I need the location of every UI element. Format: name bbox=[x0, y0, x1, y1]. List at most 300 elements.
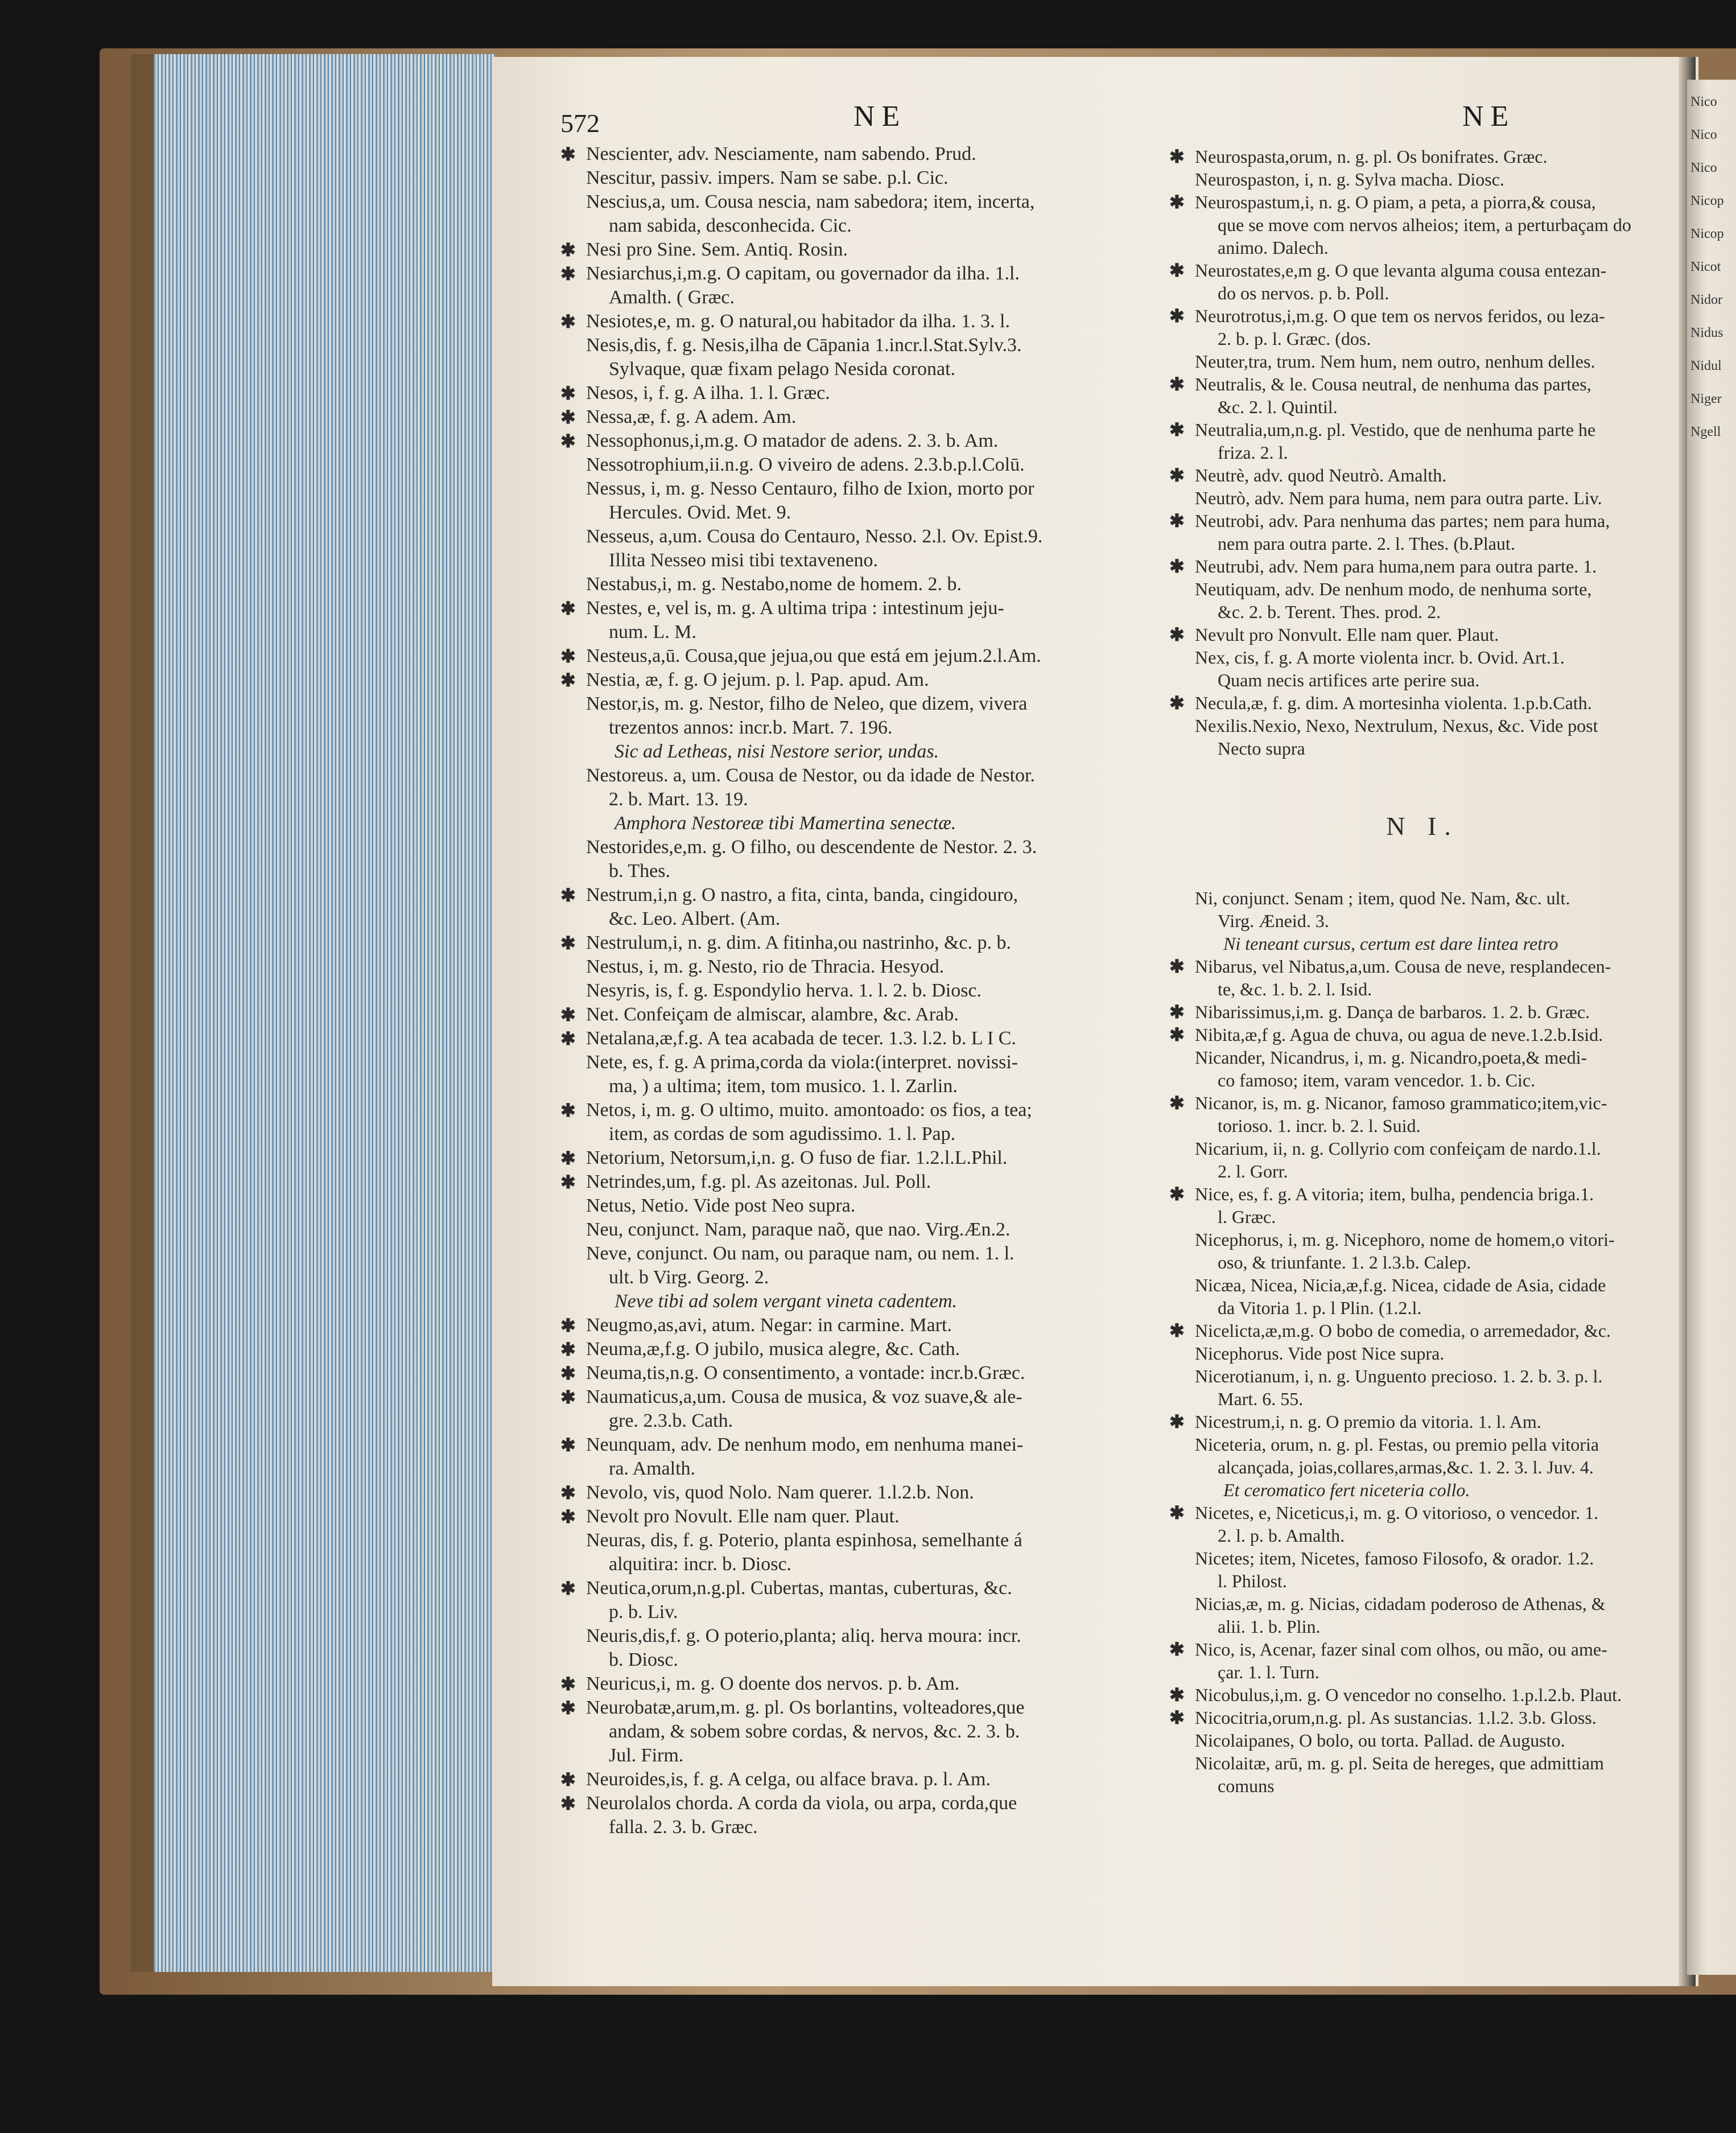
entry-line: Neuroides,is, f. g. A celga, ou alface brava. p. l. Am. bbox=[586, 1769, 991, 1790]
entry-line: Nico, is, Acenar, fazer sinal com olhos, ou mão, ou ame- bbox=[1195, 1639, 1607, 1660]
dictionary-entry bbox=[1169, 1000, 1676, 1023]
asterisk-icon: ✱ bbox=[560, 431, 576, 451]
entry-line: Niceteria, orum, n. g. pl. Festas, ou premio pella vitoria bbox=[1195, 1434, 1599, 1455]
asterisk-icon: ✱ bbox=[1169, 1502, 1185, 1523]
asterisk-icon: ✱ bbox=[560, 311, 576, 332]
asterisk-icon: ✱ bbox=[560, 1793, 576, 1814]
dictionary-entry bbox=[1169, 145, 1676, 168]
entry-line: 2. l. Gorr. bbox=[1218, 1161, 1288, 1181]
entry-line: Amphora Nestoreæ tibi Mamertina senectæ. bbox=[615, 813, 956, 834]
asterisk-icon: ✱ bbox=[560, 1769, 576, 1790]
asterisk-icon: ✱ bbox=[1169, 1685, 1185, 1705]
asterisk-icon: ✱ bbox=[560, 383, 576, 403]
asterisk-icon: ✱ bbox=[560, 1506, 576, 1527]
dictionary-entry bbox=[560, 405, 1164, 429]
entry-line: Nescitur, passiv. impers. Nam se sabe. p.l. Cic. bbox=[586, 167, 949, 188]
dictionary-entry bbox=[1169, 1228, 1676, 1274]
entry-line: Neunquam, adv. De nenhum modo, em nenhuma manei- bbox=[586, 1434, 1024, 1455]
entry-line: Nicolaipanes, O bolo, ou torta. Pallad. de Augusto. bbox=[1195, 1730, 1565, 1751]
dictionary-entry bbox=[1169, 373, 1676, 418]
dictionary-entry bbox=[1169, 1592, 1676, 1638]
entry-line: Ni teneant cursus, certum est dare lintea retro bbox=[1223, 933, 1558, 954]
entry-line: 2. l. p. b. Amalth. bbox=[1218, 1525, 1345, 1546]
dictionary-entry bbox=[1169, 168, 1676, 191]
dictionary-entry bbox=[560, 1337, 1164, 1361]
dictionary-entry bbox=[560, 1290, 1164, 1313]
entry-line: Nibarissimus,i,m. g. Dança de barbaros. 1. 2. b. Græc. bbox=[1195, 1002, 1590, 1022]
next-page-fragment: Nidor bbox=[1690, 293, 1722, 307]
dictionary-entry bbox=[560, 931, 1164, 955]
dictionary-entry bbox=[560, 1672, 1164, 1696]
entry-line: ra. Amalth. bbox=[609, 1458, 696, 1479]
next-page-fragment: Nidul bbox=[1690, 359, 1722, 373]
entry-line: alii. 1. b. Plin. bbox=[1218, 1616, 1321, 1637]
dictionary-entry bbox=[1169, 1046, 1676, 1092]
entry-line: Nesi pro Sine. Sem. Antiq. Rosin. bbox=[586, 239, 848, 260]
dictionary-entry bbox=[560, 955, 1164, 979]
dictionary-entry bbox=[1169, 1683, 1676, 1706]
dictionary-entry bbox=[1169, 714, 1676, 760]
entry-line: Nex, cis, f. g. A morte violenta incr. b. Ovid. Art.1. bbox=[1195, 647, 1565, 668]
entry-line: Nibarus, vel Nibatus,a,um. Cousa de neve, resplandecen- bbox=[1195, 956, 1611, 977]
asterisk-icon: ✱ bbox=[560, 1387, 576, 1407]
asterisk-icon: ✱ bbox=[1169, 374, 1185, 394]
next-page-fragment: Niger bbox=[1690, 392, 1722, 406]
entry-line: Neutrè, adv. quod Neutrò. Amalth. bbox=[1195, 465, 1447, 485]
entry-line: do os nervos. p. b. Poll. bbox=[1218, 283, 1389, 303]
entry-line: b. Thes. bbox=[609, 860, 670, 882]
entry-line: torioso. 1. incr. b. 2. l. Suid. bbox=[1218, 1115, 1421, 1136]
entry-line: Neutrò, adv. Nem para huma, nem para outra parte. Liv. bbox=[1195, 488, 1602, 508]
entry-line: Nicocitria,orum,n.g. pl. As sustancias. 1.l.2. 3.b. Gloss. bbox=[1195, 1707, 1597, 1728]
next-page-sliver bbox=[1687, 80, 1736, 1975]
entry-line: num. L. M. bbox=[609, 621, 696, 643]
entry-line: da Vitoria 1. p. l Plin. (1.2.l. bbox=[1218, 1298, 1422, 1318]
asterisk-icon: ✱ bbox=[560, 1100, 576, 1121]
entry-line: Nessa,æ, f. g. A adem. Am. bbox=[586, 406, 797, 427]
asterisk-icon: ✱ bbox=[560, 263, 576, 284]
dictionary-entry bbox=[1169, 1365, 1676, 1410]
entry-line: 2. b. p. l. Græc. (dos. bbox=[1218, 328, 1371, 349]
entry-line: Neutrubi, adv. Nem para huma,nem para outra parte. 1. bbox=[1195, 556, 1597, 577]
entry-line: &c. 2. b. Terent. Thes. prod. 2. bbox=[1218, 602, 1441, 622]
dictionary-entry bbox=[1169, 555, 1676, 578]
dictionary-entry bbox=[560, 1505, 1164, 1529]
asterisk-icon: ✱ bbox=[1169, 693, 1185, 713]
entry-line: Nestus, i, m. g. Nesto, rio de Thracia. Hesyod. bbox=[586, 956, 945, 977]
entry-line: Quam necis artifices arte perire sua. bbox=[1218, 670, 1480, 690]
dictionary-entry bbox=[560, 1481, 1164, 1505]
entry-line: Nessus, i, m. g. Nesso Centauro, filho de Ixion, morto por bbox=[586, 478, 1034, 499]
dictionary-entry bbox=[560, 1003, 1164, 1027]
dictionary-entry bbox=[1169, 955, 1676, 1000]
entry-line: Sic ad Letheas, nisi Nestore serior, undas. bbox=[615, 741, 939, 762]
asterisk-icon: ✱ bbox=[560, 1435, 576, 1455]
dictionary-entry bbox=[560, 1313, 1164, 1337]
dictionary-entry bbox=[560, 238, 1164, 262]
asterisk-icon: ✱ bbox=[560, 1578, 576, 1599]
entry-line: b. Diosc. bbox=[609, 1649, 678, 1670]
entry-line: Neutralia,um,n.g. pl. Vestido, que de nenhuma parte he bbox=[1195, 419, 1596, 440]
entry-line: Virg. Æneid. 3. bbox=[1218, 911, 1329, 931]
dictionary-entry bbox=[560, 1385, 1164, 1433]
entry-line: Nice, es, f. g. A vitoria; item, bulha, pendencia briga.1. bbox=[1195, 1184, 1594, 1204]
dictionary-entry bbox=[1169, 487, 1676, 509]
dictionary-entry bbox=[1169, 259, 1676, 304]
dictionary-entry bbox=[560, 190, 1164, 238]
entry-line: que se move com nervos alheios; item, a perturbaçam do bbox=[1218, 215, 1631, 235]
dictionary-entry bbox=[1169, 623, 1676, 646]
dictionary-entry bbox=[1169, 509, 1676, 555]
entry-line: oso, & triunfante. 1. 2 l.3.b. Calep. bbox=[1218, 1252, 1471, 1273]
entry-line: Neutralis, & le. Cousa neutral, de nenhuma das partes, bbox=[1195, 374, 1591, 394]
asterisk-icon: ✱ bbox=[1169, 1411, 1185, 1432]
entry-line: Et ceromatico fert niceteria collo. bbox=[1223, 1480, 1470, 1500]
entry-line: Neve, conjunct. Ou nam, ou paraque nam, ou nem. 1. l. bbox=[586, 1243, 1015, 1264]
entry-line: Nicolaitæ, arū, m. g. pl. Seita de hereges, que admittiam bbox=[1195, 1753, 1604, 1773]
entry-line: Neu, conjunct. Nam, paraque naõ, que nao. Virg.Æn.2. bbox=[586, 1219, 1011, 1240]
asterisk-icon: ✱ bbox=[1169, 1707, 1185, 1728]
entry-line: Nevolo, vis, quod Nolo. Nam querer. 1.l.2.b. Non. bbox=[586, 1482, 974, 1503]
entry-line: Nescienter, adv. Nesciamente, nam sabendo. Prud. bbox=[586, 143, 976, 164]
entry-line: Hercules. Ovid. Met. 9. bbox=[609, 502, 791, 523]
entry-line: Nestes, e, vel is, m. g. A ultima tripa : intestinum jeju- bbox=[586, 598, 1004, 619]
entry-line: Neve tibi ad solem vergant vineta cadentem. bbox=[615, 1291, 958, 1312]
asterisk-icon: ✱ bbox=[560, 240, 576, 260]
dictionary-entry bbox=[1169, 578, 1676, 623]
asterisk-icon: ✱ bbox=[560, 933, 576, 953]
next-page-fragment: Nicop bbox=[1690, 227, 1724, 241]
entry-line: Jul. Firm. bbox=[609, 1745, 684, 1766]
entry-line: &c. Leo. Albert. (Am. bbox=[609, 908, 781, 929]
dictionary-entry bbox=[560, 812, 1164, 835]
dictionary-entry bbox=[560, 1768, 1164, 1792]
entry-line: nem para outra parte. 2. l. Thes. (b.Plaut. bbox=[1218, 533, 1515, 554]
entry-line: alcançada, joias,collares,armas,&c. 1. 2. 3. l. Juv. 4. bbox=[1218, 1457, 1594, 1477]
entry-line: Nevult pro Nonvult. Elle nam quer. Plaut. bbox=[1195, 624, 1499, 645]
asterisk-icon: ✱ bbox=[560, 1148, 576, 1168]
dictionary-entry bbox=[560, 477, 1164, 525]
dictionary-entry bbox=[560, 166, 1164, 190]
dictionary-entry bbox=[560, 333, 1164, 381]
dictionary-entry bbox=[1169, 1137, 1676, 1183]
entry-line: Neutiquam, adv. De nenhum modo, de nenhuma sorte, bbox=[1195, 579, 1592, 599]
entry-line: Neuricus,i, m. g. O doente dos nervos. p. b. Am. bbox=[586, 1673, 960, 1694]
dictionary-entry bbox=[1169, 304, 1676, 350]
asterisk-icon: ✱ bbox=[1169, 306, 1185, 326]
dictionary-entry bbox=[1169, 1183, 1676, 1228]
asterisk-icon: ✱ bbox=[1169, 1639, 1185, 1660]
entry-line: friza. 2. l. bbox=[1218, 442, 1288, 463]
entry-line: Nicias,æ, m. g. Nicias, cidadam poderoso de Athenas, & bbox=[1195, 1593, 1606, 1614]
asterisk-icon: ✱ bbox=[560, 144, 576, 164]
asterisk-icon: ✱ bbox=[560, 646, 576, 666]
dictionary-entry bbox=[560, 262, 1164, 310]
entry-line: Nicæa, Nicea, Nicia,æ,f.g. Nicea, cidade de Asia, cidade bbox=[1195, 1275, 1606, 1295]
entry-line: Netalana,æ,f.g. A tea acabada de tecer. 1.3. l.2. b. L I C. bbox=[586, 1028, 1016, 1049]
running-head-right: NE bbox=[1462, 100, 1516, 133]
entry-line: Nesyris, is, f. g. Espondylio herva. 1. l. 2. b. Diosc. bbox=[586, 980, 982, 1001]
entry-line: çar. 1. l. Turn. bbox=[1218, 1662, 1319, 1682]
running-head-left: NE bbox=[853, 100, 907, 133]
right-column-bottom bbox=[1169, 887, 1676, 1797]
dictionary-entry bbox=[560, 1218, 1164, 1242]
entry-line: Neutrobi, adv. Para nenhuma das partes; nem para huma, bbox=[1195, 510, 1610, 531]
dictionary-entry bbox=[560, 381, 1164, 405]
entry-line: comuns bbox=[1218, 1776, 1275, 1796]
asterisk-icon: ✱ bbox=[1169, 1024, 1185, 1045]
entry-line: Netorium, Netorsum,i,n. g. O fuso de fiar. 1.2.l.L.Phil. bbox=[586, 1147, 1008, 1168]
dictionary-entry bbox=[1169, 1479, 1676, 1501]
asterisk-icon: ✱ bbox=[1169, 556, 1185, 577]
entry-line: Nesiarchus,i,m.g. O capitam, ou governador da ilha. 1.l. bbox=[586, 263, 1020, 284]
dictionary-entry bbox=[560, 764, 1164, 812]
dictionary-entry bbox=[1169, 1638, 1676, 1683]
dictionary-entry bbox=[560, 453, 1164, 477]
dictionary-entry bbox=[560, 429, 1164, 453]
entry-line: l. Græc. bbox=[1218, 1206, 1276, 1227]
asterisk-icon: ✱ bbox=[560, 1339, 576, 1360]
dictionary-entry bbox=[560, 1051, 1164, 1098]
asterisk-icon: ✱ bbox=[560, 1674, 576, 1694]
dictionary-entry bbox=[1169, 464, 1676, 487]
entry-line: Netus, Netio. Vide post Neo supra. bbox=[586, 1195, 856, 1216]
entry-line: Nescius,a, um. Cousa nescia, nam sabedora; item, incerta, bbox=[586, 191, 1035, 212]
entry-line: ma, ) a ultima; item, tom musico. 1. l. Zarlin. bbox=[609, 1076, 958, 1097]
entry-line: Nicerotianum, i, n. g. Unguento precioso. 1. 2. b. 3. p. l. bbox=[1195, 1366, 1603, 1386]
asterisk-icon: ✱ bbox=[1169, 1093, 1185, 1113]
dictionary-entry bbox=[560, 1433, 1164, 1481]
entry-line: 2. b. Mart. 13. 19. bbox=[609, 789, 748, 810]
entry-line: Neugmo,as,avi, atum. Negar: in carmine. Mart. bbox=[586, 1315, 952, 1336]
dictionary-entry bbox=[560, 668, 1164, 692]
asterisk-icon: ✱ bbox=[1169, 1184, 1185, 1204]
entry-line: Nexilis.Nexio, Nexo, Nextrulum, Nexus, &c. Vide post bbox=[1195, 715, 1598, 736]
entry-line: co famoso; item, varam vencedor. 1. b. Cic. bbox=[1218, 1070, 1536, 1090]
right-column bbox=[1169, 145, 1676, 1797]
dictionary-entry bbox=[560, 1696, 1164, 1768]
entry-line: Mart. 6. 55. bbox=[1218, 1389, 1304, 1409]
entry-line: Nessophonus,i,m.g. O matador de adens. 2. 3. b. Am. bbox=[586, 430, 999, 451]
dictionary-entry bbox=[560, 979, 1164, 1003]
dictionary-entry bbox=[1169, 1342, 1676, 1365]
entry-line: Neurospastum,i, n. g. O piam, a peta, a piorra,& cousa, bbox=[1195, 192, 1596, 212]
dictionary-entry bbox=[1169, 418, 1676, 464]
entry-line: l. Philost. bbox=[1218, 1571, 1287, 1591]
entry-line: Necula,æ, f. g. dim. A mortesinha violenta. 1.p.b.Cath. bbox=[1195, 693, 1592, 713]
dictionary-entry bbox=[1169, 887, 1676, 932]
entry-line: Nestor,is, m. g. Nestor, filho de Neleo, que dizem, vivera bbox=[586, 693, 1028, 714]
entry-line: Nestrulum,i, n. g. dim. A fitinha,ou nastrinho, &c. p. b. bbox=[586, 932, 1012, 953]
entry-line: Nete, es, f. g. A prima,corda da viola:(interpret. novissi- bbox=[586, 1052, 1018, 1073]
asterisk-icon: ✱ bbox=[1169, 260, 1185, 281]
dictionary-entry bbox=[1169, 191, 1676, 259]
asterisk-icon: ✱ bbox=[560, 1004, 576, 1025]
entry-line: Nicarium, ii, n. g. Collyrio com confeiçam de nardo.1.l. bbox=[1195, 1138, 1601, 1159]
entry-line: Nestoreus. a, um. Cousa de Nestor, ou da idade de Nestor. bbox=[586, 765, 1035, 786]
entry-line: Nesos, i, f. g. A ilha. 1. l. Græc. bbox=[586, 382, 830, 403]
dictionary-entry bbox=[560, 596, 1164, 644]
entry-line: Neuris,dis,f. g. O poterio,planta; aliq. herva moura: incr. bbox=[586, 1625, 1021, 1646]
next-page-fragment: Nicop bbox=[1690, 193, 1724, 208]
entry-line: Neurospasta,orum, n. g. pl. Os bonifrates. Græc. bbox=[1195, 146, 1548, 167]
asterisk-icon: ✱ bbox=[560, 1698, 576, 1718]
dictionary-entry bbox=[1169, 1410, 1676, 1433]
dictionary-entry bbox=[560, 573, 1164, 596]
entry-line: Nestia, æ, f. g. O jejum. p. l. Pap. apud. Am. bbox=[586, 669, 929, 690]
entry-line: Nicetes; item, Nicetes, famoso Filosofo, & orador. 1.2. bbox=[1195, 1548, 1594, 1568]
page-edges bbox=[154, 54, 495, 1972]
entry-line: Nicobulus,i,m. g. O vencedor no conselho. 1.p.l.2.b. Plaut. bbox=[1195, 1685, 1622, 1705]
entry-line: Neurospaston, i, n. g. Sylva macha. Diosc. bbox=[1195, 169, 1504, 190]
entry-line: Neurobatæ,arum,m. g. pl. Os borlantins, volteadores,que bbox=[586, 1697, 1025, 1718]
entry-line: Neurotrotus,i,m.g. O que tem os nervos feridos, ou leza- bbox=[1195, 306, 1605, 326]
entry-line: Netrindes,um, f.g. pl. As azeitonas. Jul. Poll. bbox=[586, 1171, 931, 1192]
entry-line: Amalth. ( Græc. bbox=[609, 287, 735, 308]
entry-line: Nesteus,a,ū. Cousa,que jejua,ou que está em jejum.2.l.Am. bbox=[586, 645, 1041, 666]
dictionary-entry bbox=[560, 1146, 1164, 1170]
dictionary-entry bbox=[1169, 1092, 1676, 1137]
entry-line: te, &c. 1. b. 2. l. Isid. bbox=[1218, 979, 1372, 999]
asterisk-icon: ✱ bbox=[1169, 510, 1185, 531]
asterisk-icon: ✱ bbox=[1169, 465, 1185, 485]
entry-line: Nestabus,i, m. g. Nestabo,nome de homem. 2. b. bbox=[586, 574, 962, 595]
entry-line: Neuma,æ,f.g. O jubilo, musica alegre, &c. Cath. bbox=[586, 1339, 960, 1360]
dictionary-entry bbox=[560, 1576, 1164, 1624]
entry-line: Neutica,orum,n.g.pl. Cubertas, mantas, cuberturas, &c. bbox=[586, 1578, 1012, 1599]
entry-line: Neurolalos chorda. A corda da viola, ou arpa, corda,que bbox=[586, 1793, 1017, 1814]
entry-line: Neuter,tra, trum. Nem hum, nem outro, nenhum delles. bbox=[1195, 351, 1595, 372]
entry-line: Nicetes, e, Niceticus,i, m. g. O vitorioso, o vencedor. 1. bbox=[1195, 1502, 1599, 1523]
dictionary-entry bbox=[560, 525, 1164, 573]
dictionary-entry bbox=[560, 1170, 1164, 1194]
dictionary-entry bbox=[560, 1529, 1164, 1576]
dictionary-entry bbox=[1169, 1023, 1676, 1046]
entry-line: Nevolt pro Novult. Elle nam quer. Plaut. bbox=[586, 1506, 900, 1527]
dictionary-entry bbox=[560, 1792, 1164, 1839]
entry-line: Neuma,tis,n.g. O consentimento, a vontade: incr.b.Græc. bbox=[586, 1362, 1025, 1383]
entry-line: Nesiotes,e, m. g. O natural,ou habitador da ilha. 1. 3. l. bbox=[586, 311, 1010, 332]
next-page-fragment: Nico bbox=[1690, 160, 1717, 175]
page-number: 572 bbox=[560, 109, 600, 138]
entry-line: Sylvaque, quæ fixam pelago Nesida coronat. bbox=[609, 359, 956, 380]
asterisk-icon: ✱ bbox=[560, 670, 576, 690]
entry-line: Nicander, Nicandrus, i, m. g. Nicandro,poeta,& medi- bbox=[1195, 1047, 1587, 1068]
dictionary-entry bbox=[560, 692, 1164, 740]
dictionary-entry bbox=[560, 1194, 1164, 1218]
entry-line: andam, & sobem sobre cordas, & nervos, &c. 2. 3. b. bbox=[609, 1721, 1020, 1742]
entry-line: falla. 2. 3. b. Græc. bbox=[609, 1817, 758, 1838]
asterisk-icon: ✱ bbox=[1169, 956, 1185, 977]
dictionary-entry bbox=[1169, 1706, 1676, 1729]
entry-line: trezentos annos: incr.b. Mart. 7. 196. bbox=[609, 717, 893, 738]
next-page-fragments bbox=[1687, 80, 1727, 454]
entry-line: Nicephorus, i, m. g. Nicephoro, nome de homem,o vitori- bbox=[1195, 1229, 1615, 1250]
entry-line: Neurostates,e,m g. O que levanta alguma cousa entezan- bbox=[1195, 260, 1607, 281]
entry-line: nam sabida, desconhecida. Cic. bbox=[609, 215, 852, 236]
dictionary-entry bbox=[1169, 691, 1676, 714]
entry-line: Nicanor, is, m. g. Nicanor, famoso grammatico;item,vic- bbox=[1195, 1093, 1607, 1113]
dictionary-entry bbox=[1169, 1729, 1676, 1752]
entry-line: Illita Nesseo misi tibi textaveneno. bbox=[609, 550, 879, 571]
dictionary-entry bbox=[560, 644, 1164, 668]
asterisk-icon: ✱ bbox=[560, 1483, 576, 1503]
entry-line: Nestrum,i,n g. O nastro, a fita, cinta, banda, cingidouro, bbox=[586, 884, 1018, 905]
dictionary-entry bbox=[560, 142, 1164, 166]
entry-line: alquitira: incr. b. Diosc. bbox=[609, 1554, 792, 1575]
entry-line: animo. Dalech. bbox=[1218, 237, 1329, 258]
dictionary-entry bbox=[1169, 350, 1676, 373]
dictionary-entry bbox=[1169, 932, 1676, 955]
dictionary-entry bbox=[1169, 1274, 1676, 1319]
entry-line: Nicelicta,æ,m.g. O bobo de comedia, o arremedador, &c. bbox=[1195, 1320, 1611, 1341]
asterisk-icon: ✱ bbox=[1169, 192, 1185, 212]
dictionary-entry bbox=[1169, 1752, 1676, 1797]
asterisk-icon: ✱ bbox=[1169, 419, 1185, 440]
dictionary-entry bbox=[560, 1242, 1164, 1290]
dictionary-entry bbox=[1169, 1501, 1676, 1547]
dictionary-entry bbox=[1169, 1319, 1676, 1342]
dictionary-entry bbox=[560, 1624, 1164, 1672]
entry-line: Ni, conjunct. Senam ; item, quod Ne. Nam, &c. ult. bbox=[1195, 888, 1570, 908]
dictionary-entry bbox=[560, 1361, 1164, 1385]
entry-line: gre. 2.3.b. Cath. bbox=[609, 1410, 733, 1431]
dictionary-entry bbox=[560, 1027, 1164, 1051]
entry-line: &c. 2. l. Quintil. bbox=[1218, 397, 1338, 417]
entry-line: Neuras, dis, f. g. Poterio, planta espinhosa, semelhante á bbox=[586, 1530, 1022, 1551]
dictionary-entry bbox=[560, 835, 1164, 883]
entry-line: Net. Confeiçam de almiscar, alambre, &c. Arab. bbox=[586, 1004, 959, 1025]
asterisk-icon: ✱ bbox=[1169, 624, 1185, 645]
entry-line: Nessotrophium,ii.n.g. O viveiro de adens. 2.3.b.p.l.Colū. bbox=[586, 454, 1025, 475]
asterisk-icon: ✱ bbox=[1169, 1002, 1185, 1022]
asterisk-icon: ✱ bbox=[560, 885, 576, 905]
dictionary-entry bbox=[1169, 1433, 1676, 1479]
asterisk-icon: ✱ bbox=[560, 1363, 576, 1383]
entry-line: item, as cordas de som agudissimo. 1. l. Pap. bbox=[609, 1123, 956, 1144]
next-page-fragment: Ngell bbox=[1690, 425, 1721, 439]
dictionary-entry bbox=[560, 310, 1164, 333]
next-page-fragment: Nidus bbox=[1690, 326, 1723, 340]
entry-line: Nicestrum,i, n. g. O premio da vitoria. 1. l. Am. bbox=[1195, 1411, 1541, 1432]
next-page-fragment: Nico bbox=[1690, 94, 1717, 109]
dictionary-entry bbox=[1169, 1547, 1676, 1592]
entry-line: Nesseus, a,um. Cousa do Centauro, Nesso. 2.l. Ov. Epist.9. bbox=[586, 526, 1043, 547]
next-page-fragment: Nicot bbox=[1690, 260, 1721, 274]
entry-line: Necto supra bbox=[1218, 738, 1305, 759]
left-column bbox=[560, 142, 1164, 1839]
next-page-fragment: Nico bbox=[1690, 127, 1717, 142]
asterisk-icon: ✱ bbox=[560, 1172, 576, 1192]
asterisk-icon: ✱ bbox=[560, 598, 576, 619]
asterisk-icon: ✱ bbox=[560, 1315, 576, 1336]
dictionary-entry bbox=[560, 1098, 1164, 1146]
entry-line: Netos, i, m. g. O ultimo, muito. amontoado: os fios, a tea; bbox=[586, 1100, 1032, 1121]
right-column-top bbox=[1169, 145, 1676, 760]
asterisk-icon: ✱ bbox=[1169, 146, 1185, 167]
dictionary-entry bbox=[560, 883, 1164, 931]
entry-line: Nibita,æ,f g. Agua de chuva, ou agua de neve.1.2.b.Isid. bbox=[1195, 1024, 1603, 1045]
asterisk-icon: ✱ bbox=[560, 407, 576, 427]
entry-line: Naumaticus,a,um. Cousa de musica, & voz suave,& ale- bbox=[586, 1386, 1022, 1407]
dictionary-entry bbox=[560, 740, 1164, 764]
entry-line: ult. b Virg. Georg. 2. bbox=[609, 1267, 769, 1288]
asterisk-icon: ✱ bbox=[560, 1028, 576, 1049]
asterisk-icon: ✱ bbox=[1169, 1320, 1185, 1341]
section-heading: N I. bbox=[1386, 812, 1459, 841]
entry-line: Nesis,dis, f. g. Nesis,ilha de Cāpania 1.incr.l.Stat.Sylv.3. bbox=[586, 335, 1022, 356]
entry-line: Nestorides,e,m. g. O filho, ou descendente de Nestor. 2. 3. bbox=[586, 837, 1037, 858]
